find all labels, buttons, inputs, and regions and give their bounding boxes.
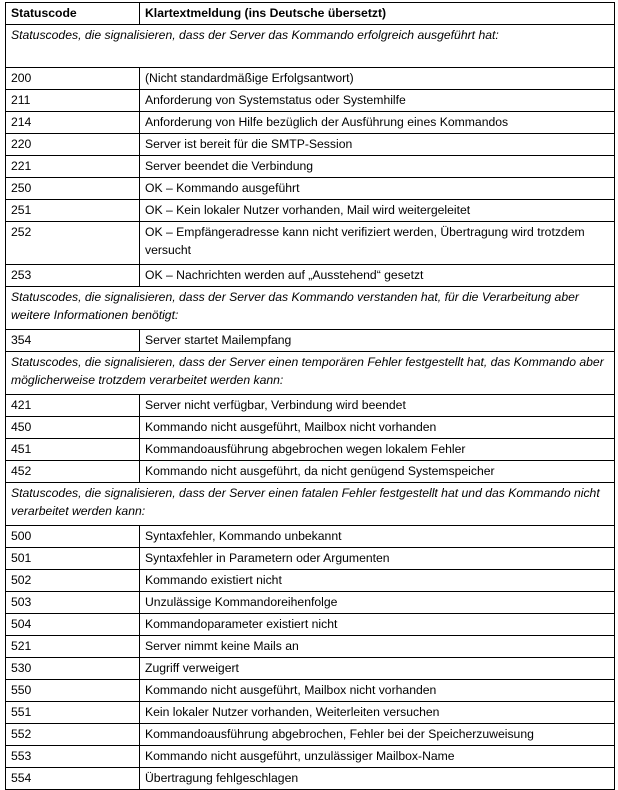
table-row xyxy=(6,548,615,570)
status-message: Server nimmt keine Mails an xyxy=(140,636,615,658)
status-message: Anforderung von Systemstatus oder Systemhilfe xyxy=(140,90,615,112)
status-code: 252 xyxy=(6,222,140,265)
status-code: 553 xyxy=(6,746,140,768)
status-message: Übertragung fehlgeschlagen xyxy=(140,768,615,790)
status-message: Syntaxfehler, Kommando unbekannt xyxy=(140,526,615,548)
status-code: 452 xyxy=(6,461,140,483)
status-code: 521 xyxy=(6,636,140,658)
section-row xyxy=(6,483,615,526)
status-message: Kommandoausführung abgebrochen, Fehler bei der Speicherzuweisung xyxy=(140,724,615,746)
status-message: Kommando nicht ausgeführt, unzulässiger Mailbox-Name xyxy=(140,746,615,768)
table-row xyxy=(6,156,615,178)
status-code: 504 xyxy=(6,614,140,636)
smtp-status-code-table xyxy=(5,2,615,790)
status-code: 503 xyxy=(6,592,140,614)
status-message: Kommando existiert nicht xyxy=(140,570,615,592)
section-heading: Statuscodes, die signalisieren, dass der Server das Kommando verstanden hat, für die Verarbeitung aber weitere Informationen benötigt: xyxy=(6,287,615,330)
status-code: 211 xyxy=(6,90,140,112)
table-row xyxy=(6,746,615,768)
status-code: 500 xyxy=(6,526,140,548)
status-message: Syntaxfehler in Parametern oder Argumenten xyxy=(140,548,615,570)
table-row xyxy=(6,134,615,156)
section-row xyxy=(6,25,615,68)
table-row xyxy=(6,112,615,134)
status-code: 501 xyxy=(6,548,140,570)
status-code: 530 xyxy=(6,658,140,680)
status-code: 251 xyxy=(6,200,140,222)
status-message: Server ist bereit für die SMTP-Session xyxy=(140,134,615,156)
status-message: Server beendet die Verbindung xyxy=(140,156,615,178)
status-code: 250 xyxy=(6,178,140,200)
header-row xyxy=(6,3,615,25)
status-code: 220 xyxy=(6,134,140,156)
document-page xyxy=(5,2,615,790)
status-code: 450 xyxy=(6,417,140,439)
table-row xyxy=(6,636,615,658)
section-heading: Statuscodes, die signalisieren, dass der Server einen fatalen Fehler festgestellt hat und das Kommando nicht verarbeitet werden kann: xyxy=(6,483,615,526)
status-code: 253 xyxy=(6,265,140,287)
status-message: Kommandoparameter existiert nicht xyxy=(140,614,615,636)
status-message: Kommando nicht ausgeführt, da nicht genügend Systemspeicher xyxy=(140,461,615,483)
section-heading: Statuscodes, die signalisieren, dass der Server das Kommando erfolgreich ausgeführt hat: xyxy=(6,25,615,68)
status-message: OK – Kein lokaler Nutzer vorhanden, Mail wird weitergeleitet xyxy=(140,200,615,222)
table-row xyxy=(6,395,615,417)
status-message: OK – Nachrichten werden auf „Ausstehend“ gesetzt xyxy=(140,265,615,287)
status-message: Unzulässige Kommandoreihenfolge xyxy=(140,592,615,614)
table-row xyxy=(6,614,615,636)
status-code: 214 xyxy=(6,112,140,134)
status-code: 421 xyxy=(6,395,140,417)
table-row xyxy=(6,178,615,200)
status-message: Zugriff verweigert xyxy=(140,658,615,680)
table-row xyxy=(6,724,615,746)
status-code: 554 xyxy=(6,768,140,790)
table-row xyxy=(6,265,615,287)
table-row xyxy=(6,702,615,724)
status-code: 221 xyxy=(6,156,140,178)
table-row xyxy=(6,526,615,548)
status-message: Kommando nicht ausgeführt, Mailbox nicht vorhanden xyxy=(140,417,615,439)
status-message: OK – Kommando ausgeführt xyxy=(140,178,615,200)
table-row xyxy=(6,90,615,112)
table-row xyxy=(6,439,615,461)
status-message: Kein lokaler Nutzer vorhanden, Weiterleiten versuchen xyxy=(140,702,615,724)
section-heading: Statuscodes, die signalisieren, dass der Server einen temporären Fehler festgestellt hat, das Kommando aber möglicherweise trotzdem verarbeitet werden kann: xyxy=(6,352,615,395)
status-message: Kommando nicht ausgeführt, Mailbox nicht vorhanden xyxy=(140,680,615,702)
status-code: 552 xyxy=(6,724,140,746)
section-row xyxy=(6,287,615,330)
table-row xyxy=(6,330,615,352)
status-message: Server nicht verfügbar, Verbindung wird beendet xyxy=(140,395,615,417)
header-code: Statuscode xyxy=(6,3,140,25)
status-message: Server startet Mailempfang xyxy=(140,330,615,352)
status-code: 451 xyxy=(6,439,140,461)
table-row xyxy=(6,222,615,265)
table-row xyxy=(6,570,615,592)
status-code: 551 xyxy=(6,702,140,724)
section-row xyxy=(6,352,615,395)
table-row xyxy=(6,658,615,680)
status-message: Kommandoausführung abgebrochen wegen lokalem Fehler xyxy=(140,439,615,461)
status-code: 354 xyxy=(6,330,140,352)
status-message: OK – Empfängeradresse kann nicht verifiziert werden, Übertragung wird trotzdem versucht xyxy=(140,222,615,265)
table-row xyxy=(6,200,615,222)
status-message: (Nicht standardmäßige Erfolgsantwort) xyxy=(140,68,615,90)
table-row xyxy=(6,68,615,90)
table-row xyxy=(6,768,615,790)
status-message: Anforderung von Hilfe bezüglich der Ausführung eines Kommandos xyxy=(140,112,615,134)
table-row xyxy=(6,417,615,439)
table-row xyxy=(6,680,615,702)
table-row xyxy=(6,461,615,483)
status-code: 550 xyxy=(6,680,140,702)
status-code: 502 xyxy=(6,570,140,592)
header-message: Klartextmeldung (ins Deutsche übersetzt) xyxy=(140,3,615,25)
status-code: 200 xyxy=(6,68,140,90)
table-row xyxy=(6,592,615,614)
